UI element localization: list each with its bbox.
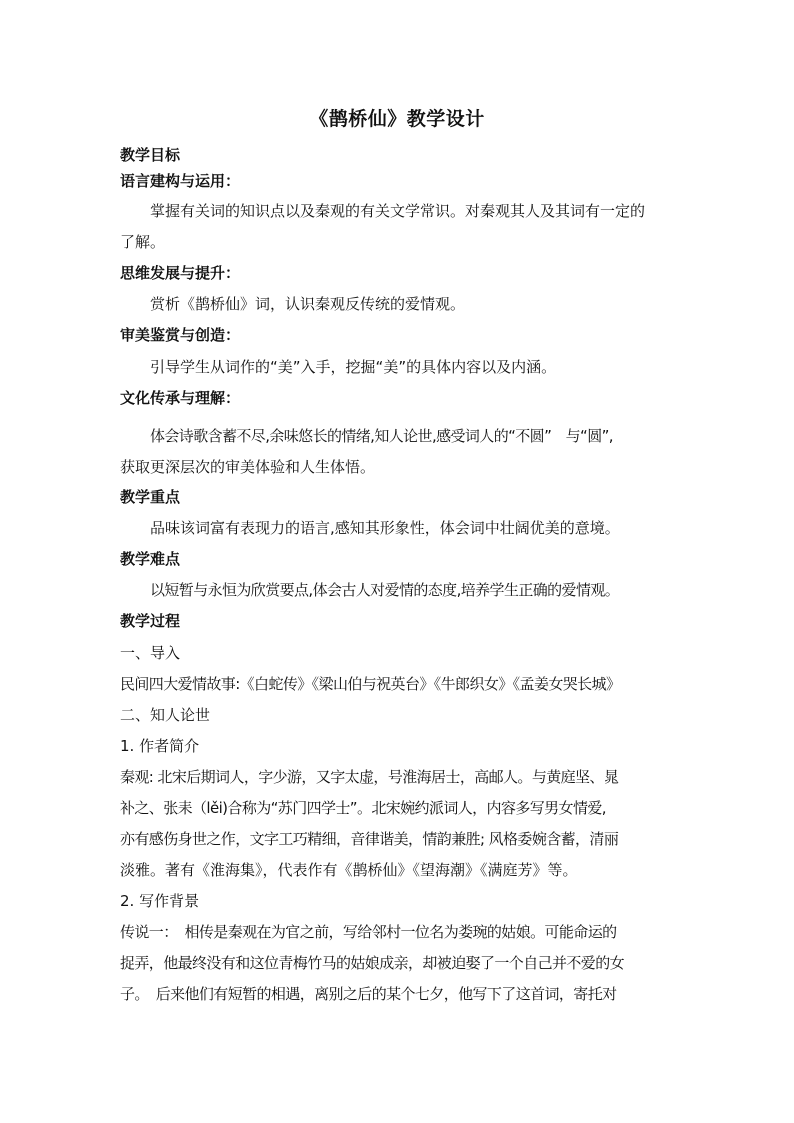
- paragraph-line: 子。 后来他们有短暂的相遇，离别之后的某个七夕，他写下了这首词，寄托对: [120, 985, 617, 1003]
- subheading-language: 语言建构与运用：: [120, 172, 241, 190]
- heading-teaching-process: 教学过程: [120, 612, 181, 630]
- paragraph-line: 淡雅。著有《淮海集》，代表作有《鹊桥仙》《望海潮》《满庭芳》等。: [120, 861, 578, 879]
- paragraph-line: 传说一： 相传是秦观在为官之前，写给邻村一位名为娄琬的姑娘。可能命运的: [120, 923, 617, 941]
- document-title: 《鹊桥仙》教学设计: [309, 108, 485, 130]
- paragraph-line: 引导学生从词作的“美”入手，挖掘“美”的具体内容以及内涵。: [150, 358, 557, 376]
- heading-key-points: 教学重点: [120, 488, 181, 506]
- section-introduction: 一、导入: [120, 644, 181, 662]
- section-background-knowledge: 二、知人论世: [120, 706, 211, 724]
- paragraph-line: 获取更深层次的审美体验和人生体悟。: [120, 458, 376, 476]
- subheading-aesthetics: 审美鉴赏与创造：: [120, 326, 241, 344]
- paragraph-line: 民间四大爱情故事:《白蛇传》《梁山伯与祝英台》《牛郎织女》《孟姜女哭长城》: [120, 675, 621, 693]
- heading-difficulties: 教学难点: [120, 550, 181, 568]
- paragraph-line: 捉弄，他最终没有和这位青梅竹马的姑娘成亲，却被迫娶了一个自己并不爱的女: [120, 954, 625, 972]
- paragraph-line: 掌握有关词的知识点以及秦观的有关文学常识。对秦观其人及其词有一定的: [150, 202, 646, 220]
- subheading-thinking: 思维发展与提升：: [120, 264, 241, 282]
- paragraph-line: 补之、张耒（lěi)合称为“苏门四学士”。北宋婉约派词人，内容多写男女情爱,: [120, 799, 606, 817]
- paragraph-line: 体会诗歌含蓄不尽,余味悠长的情绪,知人论世,感受词人的“不圆” 与“圆”,: [150, 427, 613, 445]
- paragraph-line: 以短暂与永恒为欣赏要点,体会古人对爱情的态度,培养学生正确的爱情观。: [150, 581, 620, 599]
- paragraph-line: 秦观: 北宋后期词人，字少游，又字太虚，号淮海居士，高邮人。与黄庭坚、晁: [120, 768, 619, 786]
- subsection-writing-background: 2. 写作背景: [120, 892, 200, 910]
- subheading-culture: 文化传承与理解：: [120, 389, 241, 407]
- paragraph-line: 了解。: [120, 233, 166, 251]
- paragraph-line: 品味该词富有表现力的语言,感知其形象性，体会词中壮阔优美的意境。: [150, 519, 620, 537]
- paragraph-line: 赏析《鹊桥仙》词，认识秦观反传统的爱情观。: [150, 295, 466, 313]
- subsection-author: 1. 作者简介: [120, 737, 200, 755]
- paragraph-line: 亦有感伤身世之作，文字工巧精细，音律谐美，情韵兼胜; 风格委婉含蓄，清丽: [120, 830, 619, 848]
- heading-teaching-objectives: 教学目标: [120, 146, 181, 164]
